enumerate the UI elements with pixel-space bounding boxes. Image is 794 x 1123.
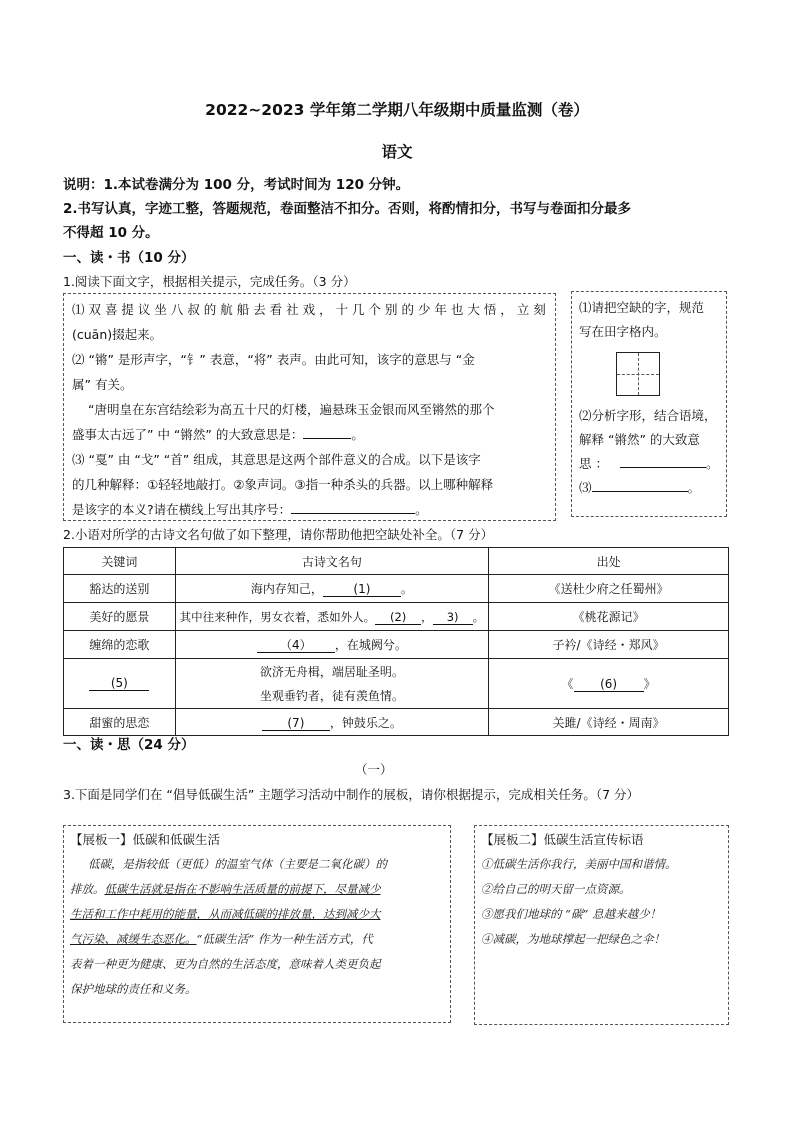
q1-p2d-line: 盛事太古远了” 中 “锵然” 的大致意思是： 。	[72, 422, 364, 447]
instruction-line-2b: 不得超 10 分。	[63, 225, 159, 241]
board-1-line-3: 生活和工作中耗用的能量，从而减低碳的排放量，达到减少大	[70, 907, 381, 921]
q1-p3a: ⑶ “戛” 由 “戈” “首” 组成，其意思是这两个部件意义的合成。以下是该字	[72, 452, 481, 467]
table-row: 甜蜜的思恋 (7) ，钟鼓乐之。 关雎/《诗经・周南》	[64, 709, 729, 736]
poem-table	[63, 547, 729, 736]
q1-p2a: ⑵ “锵” 是形声字，“钅” 表意，“将” 表声。由此可知，该字的意思与 “金	[72, 352, 475, 367]
table-row: 美好的愿景 其中往来种作，男女衣着，悉如外人。 (2) ， 3) 。 《桃花源记》	[64, 603, 729, 631]
instruction-line-2a: 2.书写认真，字迹工整，答题规范，卷面整洁不扣分。否则，将酌情扣分，书写与卷面扣分最多	[63, 201, 632, 217]
display-board-1	[63, 825, 451, 1023]
header-verse: 古诗文名句	[175, 548, 489, 575]
q1-side-1b: 写在田字格内。	[579, 324, 667, 339]
slogan-4: ④减碳，为地球撑起一把绿色之伞！	[481, 932, 665, 946]
slogan-1: ①低碳生活你我行，美丽中国和谐情。	[481, 857, 677, 871]
tian-grid-box[interactable]	[616, 352, 660, 396]
blank-4[interactable]: （4）	[257, 638, 335, 653]
instruction-line-1: 说明：1.本试卷满分为 100 分，考试时间为 120 分钟。	[63, 177, 410, 193]
blank-7[interactable]: (7)	[262, 716, 330, 731]
board-1-line-5: 表着一种更为健康、更为自然的生活态度，意味着人类更负起	[70, 957, 381, 971]
header-source: 出处	[489, 548, 729, 575]
table-row: 缠绵的恋歌 （4） ，在城阙兮。 子衿/《诗经・郑风》	[64, 631, 729, 659]
section-2-heading: 一、读・思（24 分）	[63, 737, 195, 753]
blank-3[interactable]: 3)	[433, 610, 473, 625]
q1-p3c-line: 是该字的本义?请在横线上写出其序号： 。	[72, 497, 428, 522]
blank-2[interactable]: (2)	[375, 610, 421, 625]
q1-side-3-line: ⑶ 。	[579, 476, 700, 500]
table-row: (5) 欲济无舟楫，端居耻圣明。 坐观垂钓者，徒有羡鱼情。 《 (6) 》	[64, 659, 729, 709]
q1-p1a: ⑴ 双 喜 提 议 坐 八 叔 的 航 船 去 看 社 戏 ， 十 几 个 别 的 少 年 也 大 悟 ， 立 刻	[72, 302, 546, 317]
section-1-heading: 一、读・书（10 分）	[63, 250, 195, 266]
table-row: 豁达的送别 海内存知己， (1) 。 《送杜少府之任蜀州》	[64, 575, 729, 603]
q1-p2c: “唐明皇在东宫结绘彩为高五十尺的灯楼，遍悬珠玉金银而风至锵然的那个	[88, 402, 495, 417]
q1-side-2c-line: 思 ： 。	[579, 452, 719, 476]
header-keyword: 关键词	[64, 548, 176, 575]
q1-p3b: 的几种解释：①轻轻地敲打。②象声词。③指一种杀头的兵器。以上哪种解释	[72, 477, 494, 492]
exam-title: 2022~2023 学年第二学期八年级期中质量监测（卷）	[205, 101, 589, 119]
board-1-line-4: 气污染、减缓生态恶化。“低碳生活” 作为一种生活方式，代	[70, 932, 373, 946]
slogan-3: ③愿我们地球的 “碳” 息越来越少！	[481, 907, 662, 921]
q1-p2d: 盛事太古远了” 中 “锵然” 的大致意思是：	[72, 427, 304, 442]
board-1-line-1: 低碳，是指较低（更低）的温室气体（主要是二氧化碳）的	[88, 857, 387, 871]
q1-p2b: 属” 有关。	[72, 377, 133, 392]
display-board-2	[474, 825, 729, 1025]
q1-side-2-blank[interactable]	[620, 453, 706, 468]
subject-title: 语文	[381, 143, 413, 161]
q1-p3-answer-blank[interactable]	[291, 499, 415, 514]
q3-prompt: 3.下面是同学们在 “倡导低碳生活” 主题学习活动中制作的展板，请你根据提示，完成相关任务。（7 分）	[63, 787, 640, 802]
blank-1[interactable]: (1)	[323, 582, 401, 597]
q2-prompt: 2.小语对所学的古诗文名句做了如下整理，请你帮助他把空缺处补全。（7 分）	[63, 527, 494, 542]
board-1-line-2: 排放。低碳生活就是指在不影响生活质量的前提下，尽量减少	[70, 882, 381, 896]
board-1-title: 【展板一】低碳和低碳生活	[70, 832, 221, 847]
q1-answer-box	[571, 291, 727, 517]
q1-side-2b: 解释 “锵然” 的大致意	[579, 432, 700, 447]
q1-prompt: 1.阅读下面文字，根据相关提示，完成任务。（3 分）	[63, 274, 356, 289]
slogan-2: ②给自己的明天留一点资源。	[481, 882, 631, 896]
q1-side-3-blank[interactable]	[592, 477, 688, 492]
q1-p1b: (cuān)掇起来。	[72, 327, 163, 342]
board-2-title: 【展板二】低碳生活宣传标语	[481, 832, 644, 847]
q1-text-box	[63, 293, 556, 521]
table-header-row	[64, 548, 729, 575]
q1-p2-answer-blank[interactable]	[303, 424, 351, 439]
q1-side-1a: ⑴请把空缺的字，规范	[579, 300, 705, 315]
blank-5[interactable]: (5)	[89, 676, 149, 691]
q1-p3c: 是该字的本义?请在横线上写出其序号：	[72, 502, 292, 517]
board-1-line-6: 保护地球的责任和义务。	[70, 982, 197, 996]
blank-6[interactable]: (6)	[574, 677, 644, 692]
q1-side-2a: ⑵分析字形，结合语境，	[579, 408, 717, 423]
part-one-label: （一）	[355, 762, 393, 777]
